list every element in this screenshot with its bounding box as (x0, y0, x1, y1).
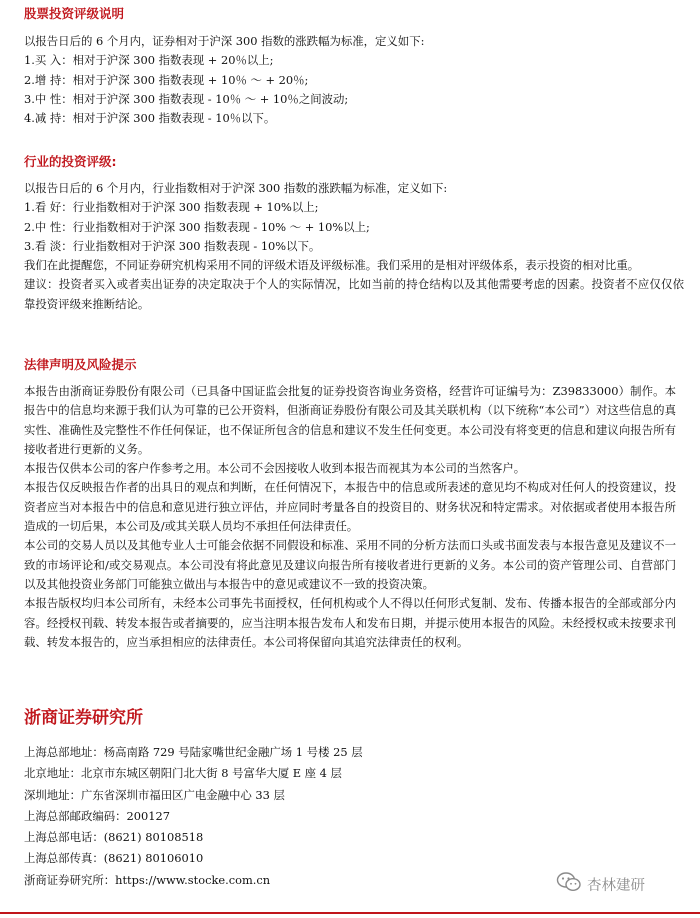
industry-rating-body (24, 179, 684, 314)
watermark-text: 杏林建研 (587, 877, 645, 894)
industry-rating-neutral: 2.中 性：行业指数相对于沪深 300 指数表现 - 10% ～ + 10%以上; (24, 219, 370, 234)
legal-title: 法律声明及风险提示 (24, 357, 137, 372)
contact-website[interactable]: 浙商证券研究所：https://www.stocke.com.cn (24, 872, 271, 887)
industry-rating-intro: 以报告日后的 6 个月内，行业指数相对于沪深 300 指数的涨跌幅为标准，定义如下: (24, 181, 448, 195)
legal-paragraph: 本报告仅反映报告作者的出具日的观点和判断，在任何情况下，本报告中的信息或所表述的意见均不构成对任何人的投资建议，投资者应当对本报告中的信息和意见进行独立评估，并应同时考量各自的投资目的、财务状况和特定需求。对依据或者使用本报告所造成的一切后果，本公司及/或其关联人员均不承担任何法律责任。 (24, 480, 676, 534)
industry-rating-positive: 1.看 好：行业指数相对于沪深 300 指数表现 + 10%以上; (24, 200, 319, 215)
footer-divider (0, 912, 700, 914)
rating-reminder-paragraph: 我们在此提醒您，不同证券研究机构采用不同的评级术语及评级标准。我们采用的是相对评级体系，表示投资的相对比重。 (24, 258, 640, 273)
stock-rating-buy: 1.买 入：相对于沪深 300 指数表现 + 20％以上; (24, 53, 274, 68)
watermark (556, 872, 645, 896)
wechat-icon (556, 871, 582, 897)
stock-rating-title: 股票投资评级说明 (24, 6, 125, 21)
contact-shenzhen-address: 深圳地址：广东省深圳市福田区广电金融中心 33 层 (24, 787, 285, 802)
legal-body (24, 382, 676, 652)
stock-rating-intro: 以报告日后的 6 个月内，证券相对于沪深 300 指数的涨跌幅为标准，定义如下: (24, 34, 425, 48)
legal-paragraph: 本公司的交易人员以及其他专业人士可能会依据不同假设和标准、采用不同的分析方法而口头或书面发表与本报告意见及建议不一致的市场评论和/或交易观点。本公司没有将此意见及建议向报告所有接收者进行更新的义务。本公司的资产管理公司、自营部门以及其他投资业务部门可能独立做出与本报告中的意见或建议不一致的投资决策。 (24, 538, 676, 591)
industry-rating-title: 行业的投资评级: (24, 154, 117, 169)
contact-block (24, 742, 684, 891)
legal-paragraph: 本报告版权均归本公司所有，未经本公司事先书面授权，任何机构或个人不得以任何形式复制、发布、传播本报告的全部或部分内容。经授权刊载、转发本报告或者摘要的，应当注明本报告发布人和发布日期，并提示使用本报告的风险。未经授权或未按要求刊载、转发本报告的，应当承担相应的法律责任。本公司将保留向其追究法律责任的权利。 (24, 596, 676, 649)
contact-shanghai-address: 上海总部地址：杨高南路 729 号陆家嘴世纪金融广场 1 号楼 25 层 (24, 745, 363, 759)
contact-phone: 上海总部电话：(8621) 80108518 (24, 830, 204, 845)
contact-postcode: 上海总部邮政编码：200127 (24, 808, 170, 823)
stock-rating-underweight: 4.减 持：相对于沪深 300 指数表现 - 10％以下。 (24, 111, 276, 126)
legal-paragraph: 本报告仅供本公司的客户作参考之用。本公司不会因接收人收到本报告而视其为本公司的当然客户。 (24, 461, 526, 476)
contact-beijing-address: 北京地址：北京市东城区朝阳门北大街 8 号富华大厦 E 座 4 层 (24, 766, 342, 781)
institute-name: 浙商证券研究所 (24, 708, 143, 728)
contact-fax: 上海总部传真：(8621) 80106010 (24, 851, 204, 866)
legal-paragraph: 本报告由浙商证券股份有限公司（已具备中国证监会批复的证券投资咨询业务资格，经营许可证编号为：Z39833000）制作。本报告中的信息均来源于我们认为可靠的已公开资料，但浙商证券股份有限公司及其关联机构（以下统称“本公司”）对这些信息的真实性、准确性及完整性不作任何保证，也不保证所包含的信息和建议不发生任何变更。本公司没有将变更的信息和建议向报告所有接收者进行更新的义务。 (24, 384, 676, 456)
stock-rating-overweight: 2.增 持：相对于沪深 300 指数表现 + 10％ ～ + 20％; (24, 72, 309, 87)
stock-rating-neutral: 3.中 性：相对于沪深 300 指数表现 - 10％ ～ + 10％之间波动; (24, 91, 349, 106)
industry-rating-negative: 3.看 淡：行业指数相对于沪深 300 指数表现 - 10%以下。 (24, 238, 321, 253)
stock-rating-body (24, 32, 684, 128)
rating-advice-paragraph: 建议：投资者买入或者卖出证券的决定取决于个人的实际情况，比如当前的持仓结构以及其他需要考虑的因素。投资者不应仅仅依靠投资评级来推断结论。 (24, 277, 684, 311)
